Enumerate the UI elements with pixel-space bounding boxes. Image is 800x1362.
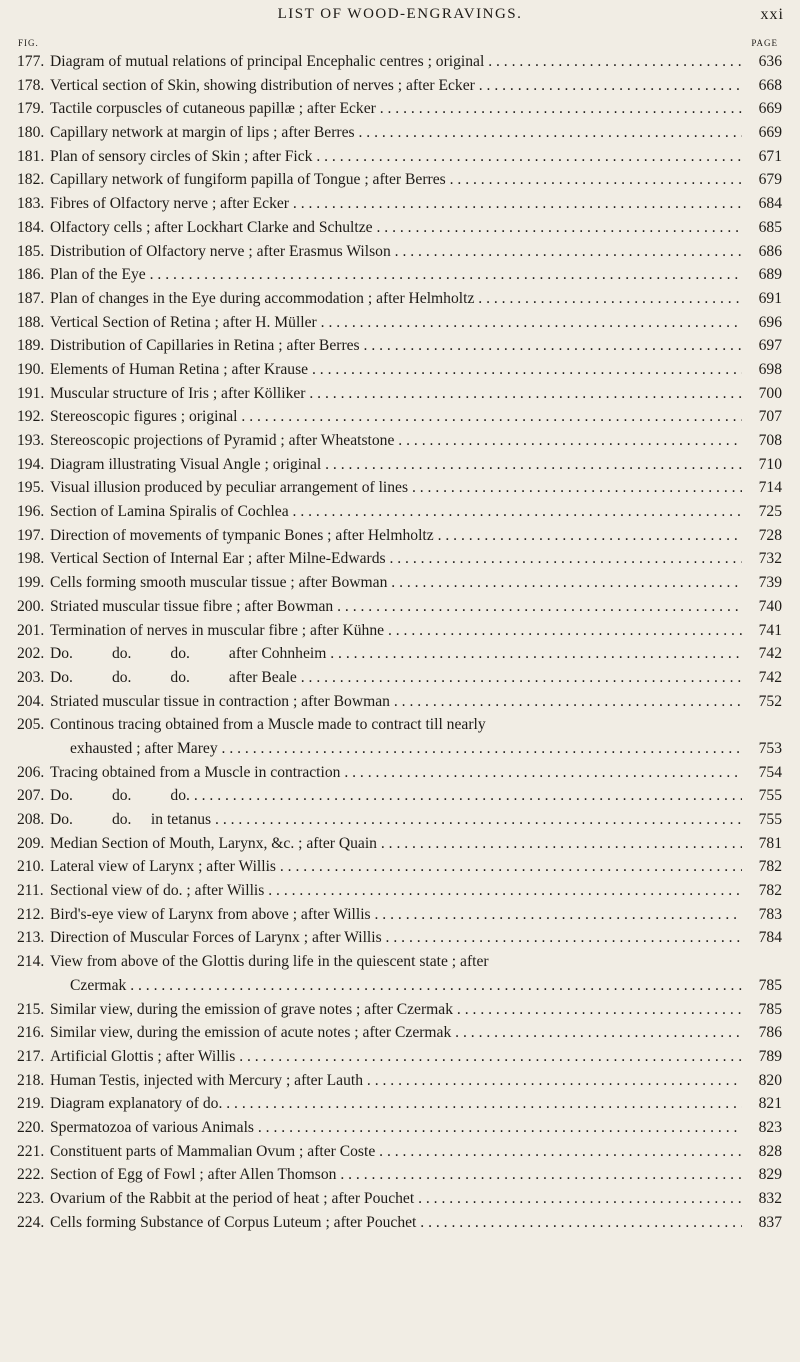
list-item	[0, 145, 800, 169]
figure-number: 180.	[17, 124, 45, 142]
page-reference: 691	[758, 289, 782, 307]
figure-number: 194.	[17, 455, 45, 473]
figure-caption	[50, 453, 742, 477]
list-item	[0, 571, 800, 595]
caption-line: Muscular structure of Iris ; after Kölliker . . .	[50, 382, 742, 406]
figure-number: 193.	[17, 432, 45, 449]
caption-continuation: Czermak . . .	[50, 974, 742, 998]
figure-number: 187.	[17, 289, 45, 307]
figure-number: 197.	[17, 526, 45, 544]
caption-line: Direction of movements of tympanic Bones ; after Helmholtz . . .	[50, 524, 742, 548]
caption-line: Stereoscopic figures ; original . . .	[50, 405, 742, 429]
caption-line: Artificial Glottis ; after Willis . . .	[50, 1045, 742, 1069]
figure-number: 216.	[17, 1024, 45, 1042]
figure-caption	[50, 808, 742, 832]
figure-caption	[50, 547, 742, 571]
figure-caption	[50, 1140, 742, 1164]
page-reference: 837	[758, 1213, 782, 1231]
list-item	[0, 642, 800, 666]
list-item	[0, 855, 800, 879]
list-item	[0, 429, 800, 453]
engravings-list	[0, 50, 800, 1234]
list-item	[0, 453, 800, 477]
page-reference: 671	[758, 147, 782, 165]
page-reference: 741	[758, 621, 782, 639]
figure-caption	[50, 903, 742, 927]
list-item	[0, 287, 800, 311]
page-reference: 742	[758, 668, 782, 686]
figure-caption	[50, 405, 742, 429]
caption-line: Striated muscular tissue in contraction ; after Bowman . . .	[50, 690, 742, 714]
figure-caption	[50, 855, 742, 879]
caption-line: Plan of sensory circles of Skin ; after Fick . . .	[50, 145, 742, 169]
figure-number: 188.	[17, 313, 45, 331]
figure-caption	[50, 571, 742, 595]
figure-caption	[50, 690, 742, 714]
page-reference: 755	[758, 787, 782, 805]
page-reference: 689	[758, 266, 782, 284]
figure-caption	[50, 1092, 742, 1116]
figure-number: 218.	[17, 1071, 45, 1089]
caption-line: Cells forming smooth muscular tissue ; after Bowman . . .	[50, 571, 742, 595]
figure-caption	[50, 1045, 742, 1069]
page-reference: 686	[758, 242, 782, 260]
list-item	[0, 500, 800, 524]
page-reference: 820	[758, 1071, 782, 1089]
figure-number: 210.	[17, 858, 45, 876]
page-reference: 823	[758, 1118, 782, 1136]
figure-number: 202.	[17, 645, 45, 663]
figure-caption	[50, 50, 742, 74]
caption-line: Bird's-eye view of Larynx from above ; after Willis . . .	[50, 903, 742, 927]
figure-number: 181.	[17, 147, 45, 165]
figure-number: 199.	[17, 574, 45, 592]
list-item	[0, 263, 800, 287]
list-item	[0, 998, 800, 1022]
caption-line: Cells forming Substance of Corpus Luteum ; after Pouchet . . .	[50, 1211, 742, 1235]
figure-number: 223.	[17, 1190, 45, 1208]
page-reference: 785	[758, 976, 782, 994]
page-reference: 685	[758, 218, 782, 236]
figure-caption	[50, 476, 742, 500]
caption-line: Termination of nerves in muscular fibre ; after Kühne . . .	[50, 619, 742, 643]
list-item	[0, 121, 800, 145]
caption-line: Similar view, during the emission of acute notes ; after Czermak . . .	[50, 1021, 742, 1045]
list-item	[0, 761, 800, 785]
page-reference: 669	[758, 100, 782, 118]
list-item	[0, 311, 800, 335]
caption-line: View from above of the Glottis during life in the quiescent state ; after	[50, 953, 489, 971]
figure-caption	[50, 1069, 742, 1093]
figure-number: 208.	[17, 811, 45, 829]
caption-line: Striated muscular tissue fibre ; after Bowman . . .	[50, 595, 742, 619]
list-item	[0, 926, 800, 950]
figure-caption	[50, 713, 742, 760]
figure-caption	[50, 761, 742, 785]
figure-caption	[50, 168, 742, 192]
caption-line: Continous tracing obtained from a Muscle made to contract till nearly	[50, 716, 486, 734]
figure-caption	[50, 998, 742, 1022]
list-item	[0, 713, 800, 760]
page-reference: 697	[758, 337, 782, 355]
figure-caption	[50, 642, 742, 666]
page-reference: 739	[758, 574, 782, 592]
figure-number: 192.	[17, 408, 45, 426]
figure-number: 206.	[17, 763, 45, 781]
caption-line: Elements of Human Retina ; after Krause . . .	[50, 358, 742, 382]
figure-number: 189.	[17, 337, 45, 355]
page-reference: 752	[758, 692, 782, 710]
caption-line: Diagram illustrating Visual Angle ; original . . .	[50, 453, 742, 477]
list-item	[0, 1187, 800, 1211]
page-reference: 710	[758, 455, 782, 473]
figure-number: 221.	[17, 1142, 45, 1160]
figure-caption	[50, 1163, 742, 1187]
caption-line: Distribution of Olfactory nerve ; after Erasmus Wilson . . .	[50, 240, 742, 264]
page-reference: 783	[758, 905, 782, 923]
figure-number: 214.	[17, 953, 45, 971]
page-reference: 707	[758, 408, 782, 426]
caption-line: Olfactory cells ; after Lockhart Clarke and Schultze . . .	[50, 216, 742, 240]
list-item	[0, 334, 800, 358]
figure-caption	[50, 666, 742, 690]
figure-number: 213.	[17, 929, 45, 947]
caption-continuation: exhausted ; after Marey . . .	[50, 737, 742, 761]
list-item	[0, 1211, 800, 1235]
caption-line: Vertical Section of Internal Ear ; after Milne-Edwards . . .	[50, 547, 742, 571]
figure-caption	[50, 311, 742, 335]
figure-number: 186.	[17, 266, 45, 284]
caption-line: Tactile corpuscles of cutaneous papillæ ; after Ecker . . .	[50, 97, 742, 121]
figure-number: 224.	[17, 1213, 45, 1231]
figure-number: 195.	[17, 479, 45, 497]
caption-line: Vertical Section of Retina ; after H. Müller . . .	[50, 311, 742, 335]
figure-caption	[50, 382, 742, 406]
list-item	[0, 97, 800, 121]
caption-line: Visual illusion produced by peculiar arrangement of lines . . .	[50, 476, 742, 500]
list-item	[0, 784, 800, 808]
page-reference: 679	[758, 171, 782, 189]
list-item	[0, 903, 800, 927]
figure-caption	[50, 619, 742, 643]
list-item	[0, 405, 800, 429]
figure-number: 184.	[17, 218, 45, 236]
caption-line: Plan of the Eye . . .	[50, 263, 742, 287]
figure-caption	[50, 950, 742, 997]
figure-number: 191.	[17, 384, 45, 402]
list-item	[0, 358, 800, 382]
figure-caption	[50, 334, 742, 358]
caption-line: Tracing obtained from a Muscle in contraction . . .	[50, 761, 742, 785]
caption-line: Distribution of Capillaries in Retina ; after Berres . . .	[50, 334, 742, 358]
figure-number: 179.	[17, 100, 45, 118]
caption-line: Do. do. in tetanus . . .	[50, 808, 742, 832]
figure-number: 185.	[17, 242, 45, 260]
page-reference: 636	[758, 53, 782, 70]
list-item	[0, 595, 800, 619]
page-reference: 728	[758, 526, 782, 544]
list-item	[0, 1116, 800, 1140]
page-number: xxi	[760, 6, 784, 23]
figure-number: 217.	[17, 1047, 45, 1065]
figure-caption	[50, 287, 742, 311]
caption-line: Fibres of Olfactory nerve ; after Ecker . . .	[50, 192, 742, 216]
figure-number: 220.	[17, 1118, 45, 1136]
figure-caption	[50, 74, 742, 98]
page-reference: 753	[758, 739, 782, 757]
page-reference: 754	[758, 763, 782, 781]
list-item	[0, 950, 800, 997]
page-reference: 782	[758, 882, 782, 900]
figure-caption	[50, 1211, 742, 1235]
page-reference: 740	[758, 597, 782, 615]
figure-number: 205.	[17, 716, 45, 734]
list-item	[0, 382, 800, 406]
caption-line: Do. do. do. . . .	[50, 784, 742, 808]
caption-line: Direction of Muscular Forces of Larynx ; after Willis . . .	[50, 926, 742, 950]
figure-caption	[50, 97, 742, 121]
figure-number: 200.	[17, 597, 45, 615]
figure-caption	[50, 429, 742, 453]
figure-number: 222.	[17, 1166, 45, 1184]
page-reference: 786	[758, 1024, 782, 1042]
list-item	[0, 168, 800, 192]
list-item	[0, 50, 800, 74]
caption-line: Lateral view of Larynx ; after Willis . . .	[50, 855, 742, 879]
page-reference: 829	[758, 1166, 782, 1184]
list-item	[0, 619, 800, 643]
caption-line: Diagram of mutual relations of principal Encephalic centres ; original . . .	[50, 50, 742, 74]
column-heading-fig: FIG.	[18, 38, 39, 48]
caption-line: Do. do. do. after Cohnheim . . .	[50, 642, 742, 666]
figure-number: 178.	[17, 76, 45, 94]
page-reference: 696	[758, 313, 782, 331]
list-item	[0, 666, 800, 690]
page-reference: 725	[758, 503, 782, 521]
caption-line: Median Section of Mouth, Larynx, &c. ; after Quain . . .	[50, 832, 742, 856]
figure-caption	[50, 358, 742, 382]
figure-caption	[50, 926, 742, 950]
page-reference: 698	[758, 360, 782, 378]
figure-caption	[50, 784, 742, 808]
page-reference: 669	[758, 124, 782, 142]
page-reference: 821	[758, 1095, 782, 1113]
caption-line: Stereoscopic projections of Pyramid ; after Wheatstone . . .	[50, 429, 742, 453]
caption-line: Spermatozoa of various Animals . . .	[50, 1116, 742, 1140]
caption-line: Vertical section of Skin, showing distribution of nerves ; after Ecker . . .	[50, 74, 742, 98]
caption-line: Ovarium of the Rabbit at the period of heat ; after Pouchet . . .	[50, 1187, 742, 1211]
figure-number: 209.	[17, 834, 45, 852]
page-reference: 732	[758, 550, 782, 568]
figure-number: 211.	[17, 882, 44, 900]
list-item	[0, 192, 800, 216]
page-reference: 832	[758, 1190, 782, 1208]
figure-caption	[50, 240, 742, 264]
figure-caption	[50, 595, 742, 619]
caption-line: Human Testis, injected with Mercury ; after Lauth . . .	[50, 1069, 742, 1093]
list-item	[0, 879, 800, 903]
figure-number: 182.	[17, 171, 45, 189]
figure-number: 215.	[17, 1000, 45, 1018]
page-reference: 781	[758, 834, 782, 852]
figure-number: 190.	[17, 360, 45, 378]
caption-line: Constituent parts of Mammalian Ovum ; after Coste . . .	[50, 1140, 742, 1164]
caption-line: Plan of changes in the Eye during accommodation ; after Helmholtz . . .	[50, 287, 742, 311]
figure-caption	[50, 524, 742, 548]
list-item	[0, 476, 800, 500]
page-reference: 755	[758, 811, 782, 829]
figure-caption	[50, 500, 742, 524]
caption-line: Capillary network at margin of lips ; after Berres . . .	[50, 121, 742, 145]
page-reference: 782	[758, 858, 782, 876]
list-item	[0, 690, 800, 714]
figure-number: 196.	[17, 503, 45, 521]
list-item	[0, 808, 800, 832]
list-item	[0, 832, 800, 856]
figure-number: 177.	[17, 53, 45, 70]
page-reference: 785	[758, 1000, 782, 1018]
list-item	[0, 524, 800, 548]
list-item	[0, 74, 800, 98]
figure-caption	[50, 263, 742, 287]
figure-number: 203.	[17, 668, 45, 686]
list-item	[0, 240, 800, 264]
list-item	[0, 1092, 800, 1116]
figure-caption	[50, 832, 742, 856]
list-item	[0, 1163, 800, 1187]
figure-number: 201.	[17, 621, 45, 639]
figure-caption	[50, 121, 742, 145]
figure-number: 198.	[17, 550, 45, 568]
caption-line: Sectional view of do. ; after Willis . . .	[50, 879, 742, 903]
caption-line: Similar view, during the emission of grave notes ; after Czermak . . .	[50, 998, 742, 1022]
figure-caption	[50, 1116, 742, 1140]
running-head: LIST OF WOOD-ENGRAVINGS.	[277, 6, 523, 22]
figure-caption	[50, 145, 742, 169]
page-reference: 789	[758, 1047, 782, 1065]
page-reference: 668	[758, 76, 782, 94]
page-reference: 708	[758, 432, 782, 449]
figure-number: 204.	[17, 692, 45, 710]
caption-line: Do. do. do. after Beale . . .	[50, 666, 742, 690]
caption-line: Section of Egg of Fowl ; after Allen Thomson . . .	[50, 1163, 742, 1187]
list-item	[0, 547, 800, 571]
page-reference: 684	[758, 195, 782, 213]
page-reference: 700	[758, 384, 782, 402]
list-item	[0, 216, 800, 240]
page-reference: 828	[758, 1142, 782, 1160]
page-reference: 714	[758, 479, 782, 497]
column-heading-page: PAGE	[751, 38, 778, 48]
figure-number: 207.	[17, 787, 45, 805]
caption-line: Section of Lamina Spiralis of Cochlea . . .	[50, 500, 742, 524]
list-item	[0, 1069, 800, 1093]
list-item	[0, 1045, 800, 1069]
page-reference: 784	[758, 929, 782, 947]
figure-caption	[50, 1021, 742, 1045]
figure-number: 212.	[17, 905, 45, 923]
figure-caption	[50, 192, 742, 216]
figure-number: 183.	[17, 195, 45, 213]
caption-line: Capillary network of fungiform papilla of Tongue ; after Berres . . .	[50, 168, 742, 192]
list-item	[0, 1140, 800, 1164]
list-item	[0, 1021, 800, 1045]
figure-number: 219.	[17, 1095, 45, 1113]
caption-line: Diagram explanatory of do. . . .	[50, 1092, 742, 1116]
figure-caption	[50, 216, 742, 240]
figure-caption	[50, 879, 742, 903]
page-reference: 742	[758, 645, 782, 663]
figure-caption	[50, 1187, 742, 1211]
